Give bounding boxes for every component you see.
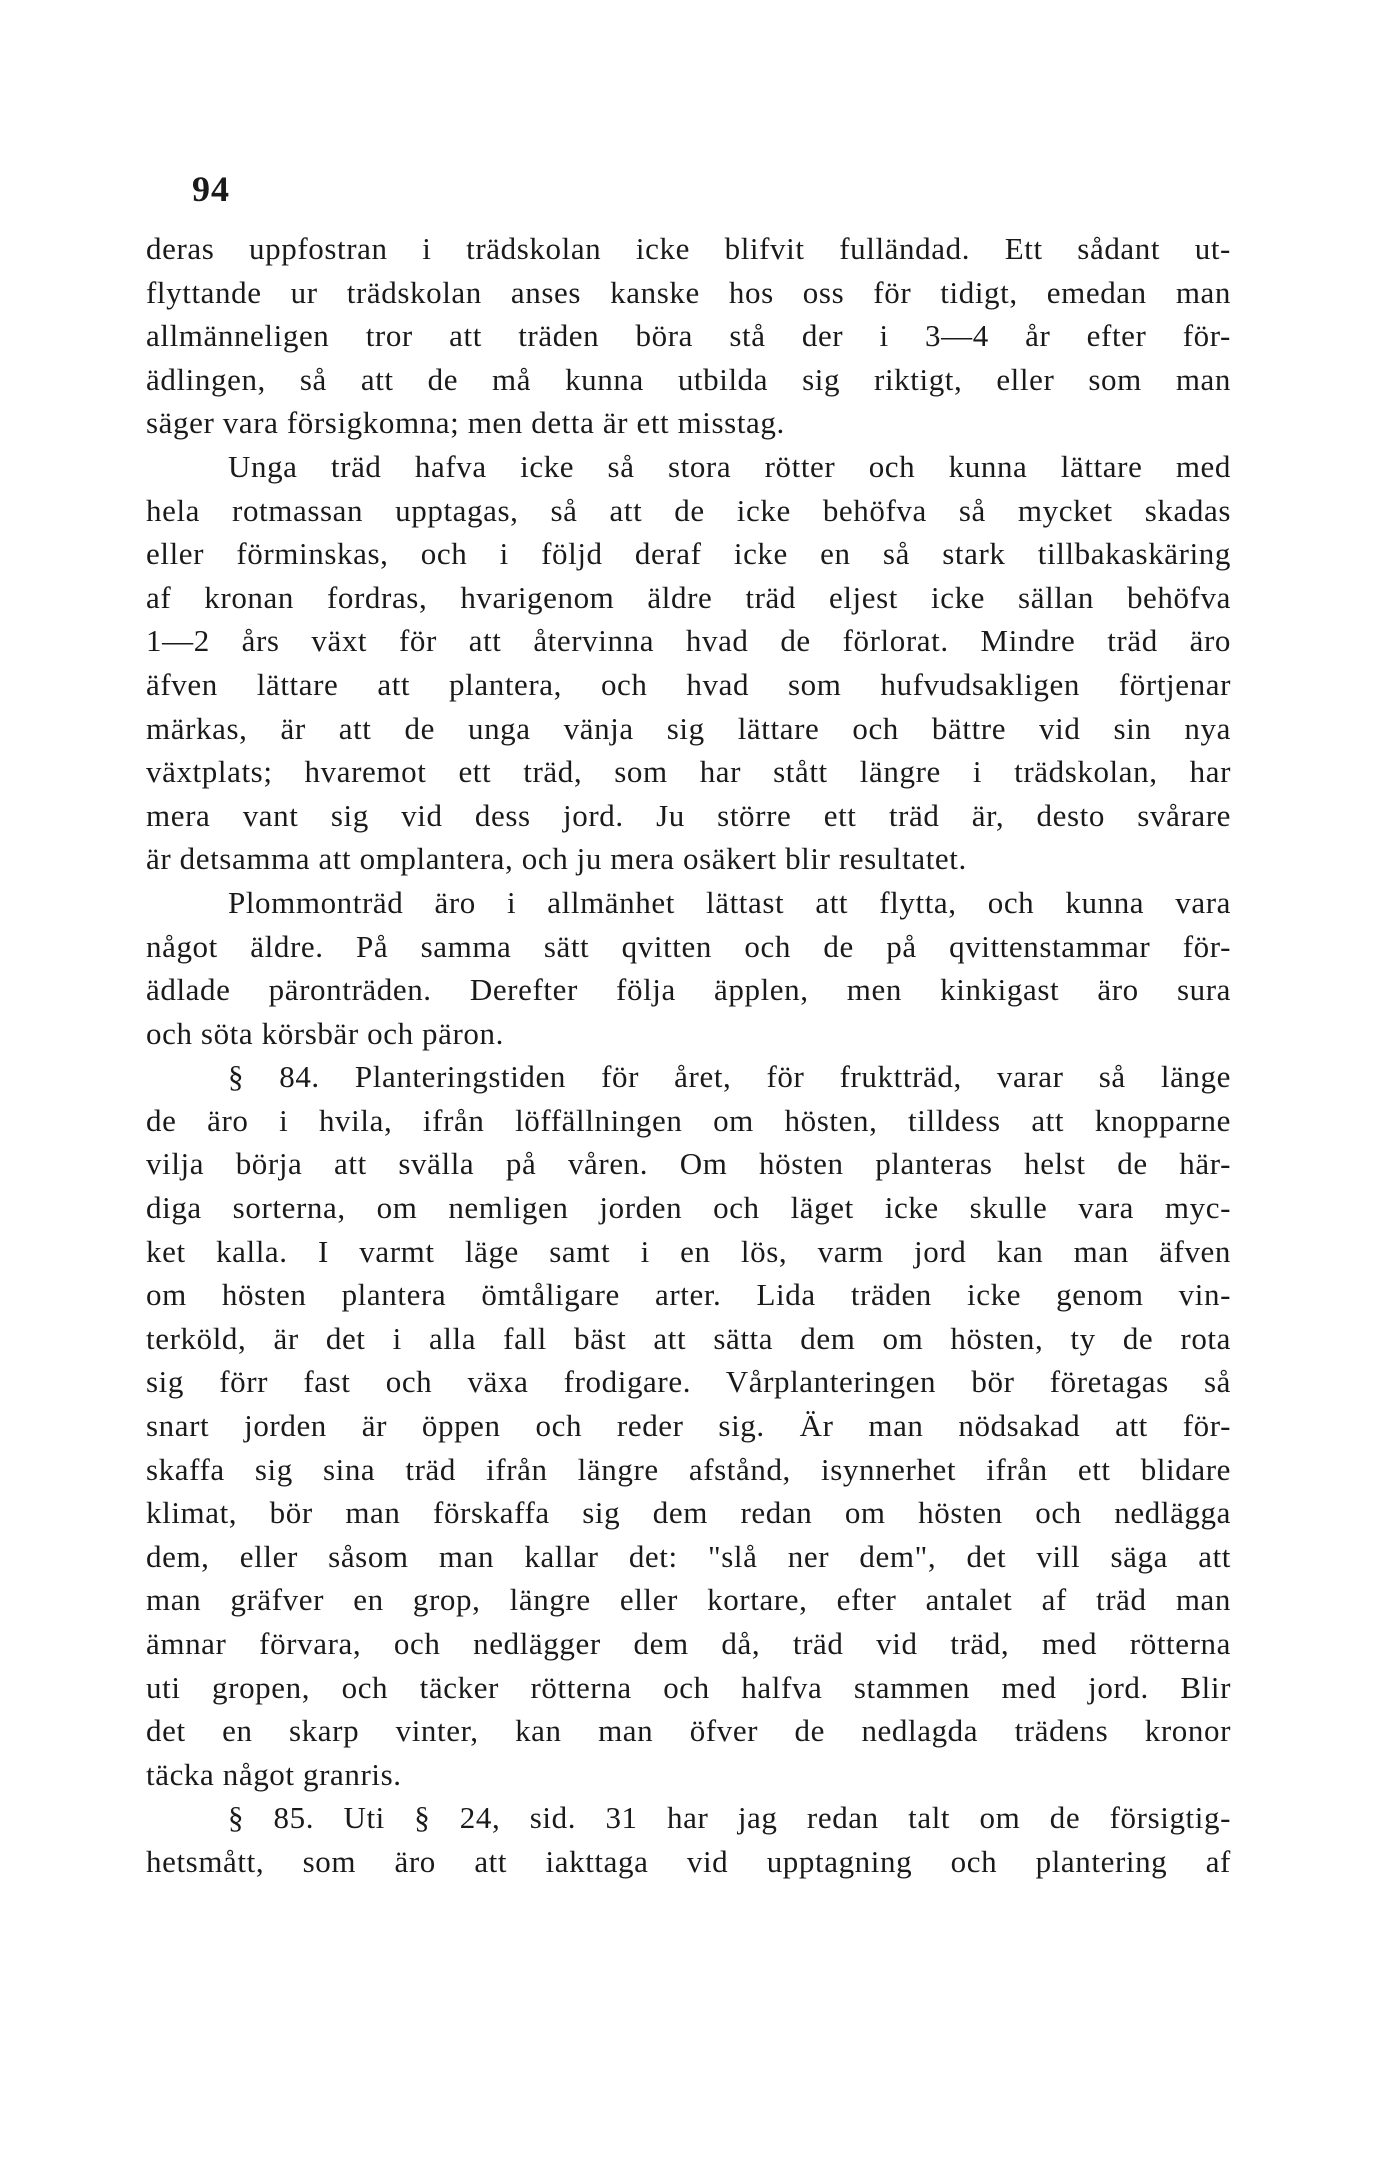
text-line: är detsamma att omplantera, och ju mera osäkert blir resultatet. — [146, 841, 967, 877]
text-line: terköld, är det i alla fall bäst att sätta dem om hösten, ty de rota — [146, 1320, 1231, 1356]
text-line: dem, eller såsom man kallar det: "slå ner dem", det vill säga att — [146, 1538, 1231, 1574]
text-line: Plommonträd äro i allmänhet lättast att flytta, och kunna vara — [228, 884, 1231, 920]
text-line: täcka något granris. — [146, 1756, 402, 1792]
text-line: äfven lättare att plantera, och hvad som hufvudsakligen förtjenar — [146, 666, 1231, 702]
text-line: deras uppfostran i trädskolan icke blifvit fulländad. Ett sådant ut- — [146, 231, 1231, 266]
text-line: hetsmått, som äro att iakttaga vid upptagning och plantering af — [146, 1843, 1231, 1879]
text-line: skaffa sig sina träd ifrån längre afstånd, isynnerhet ifrån ett blidare — [146, 1451, 1231, 1487]
text-line: 1—2 års växt för att återvinna hvad de förlorat. Mindre träd äro — [146, 623, 1231, 659]
text-line: vilja börja att svälla på våren. Om hösten planteras helst de här- — [146, 1146, 1231, 1182]
text-line: ämnar förvara, och nedlägger dem då, träd vid träd, med rötterna — [146, 1626, 1231, 1661]
text-line: § 85. Uti § 24, sid. 31 har jag redan talt om de försigtig- — [228, 1800, 1231, 1836]
text-line: hela rotmassan upptagas, så att de icke behöfva så mycket skadas — [146, 492, 1231, 528]
text-line: sig förr fast och växa frodigare. Vårplanteringen bör företagas så — [146, 1364, 1231, 1400]
text-line: märkas, är att de unga vänja sig lättare och bättre vid sin nya — [146, 710, 1231, 746]
text-line: flyttande ur trädskolan anses kanske hos oss för tidigt, emedan man — [146, 274, 1231, 310]
text-line: § 84. Planteringstiden för året, för fruktträd, varar så länge — [228, 1059, 1231, 1095]
text-line: växtplats; hvaremot ett träd, som har stått längre i trädskolan, har — [146, 754, 1231, 790]
body-text — [146, 227, 1231, 1884]
text-line: om hösten plantera ömtåligare arter. Lida träden icke genom vin- — [146, 1277, 1231, 1313]
text-line: något äldre. På samma sätt qvitten och de på qvittenstammar för- — [146, 928, 1231, 964]
text-line: ädlingen, så att de må kunna utbilda sig riktigt, eller som man — [146, 361, 1231, 397]
text-line: det en skarp vinter, kan man öfver de nedlagda trädens kronor — [146, 1713, 1231, 1749]
text-line: uti gropen, och täcker rötterna och halfva stammen med jord. Blir — [146, 1669, 1231, 1705]
text-line: ket kalla. I varmt läge samt i en lös, varm jord kan man äfven — [146, 1233, 1231, 1269]
text-line: de äro i hvila, ifrån löffällningen om hösten, tilldess att knopparne — [146, 1102, 1231, 1138]
text-line: snart jorden är öppen och reder sig. Är man nödsakad att för- — [146, 1408, 1231, 1444]
text-line: ädlade päronträden. Derefter följa äpplen, men kinkigast äro sura — [146, 972, 1231, 1008]
text-line: Unga träd hafva icke så stora rötter och kunna lättare med — [228, 448, 1231, 484]
text-line: mera vant sig vid dess jord. Ju större ett träd är, desto svårare — [146, 797, 1231, 833]
text-line: af kronan fordras, hvarigenom äldre träd eljest icke sällan behöfva — [146, 579, 1231, 615]
page-number: 94 — [192, 169, 230, 209]
text-line: man gräfver en grop, längre eller kortare, efter antalet af träd man — [146, 1582, 1231, 1618]
text-line: diga sorterna, om nemligen jorden och läget icke skulle vara myc- — [146, 1190, 1231, 1226]
text-line: klimat, bör man förskaffa sig dem redan om hösten och nedlägga — [146, 1495, 1231, 1531]
text-line: eller förminskas, och i följd deraf icke en så stark tillbakaskäring — [146, 536, 1231, 572]
text-line: allmänneligen tror att träden böra stå der i 3—4 år efter för- — [146, 318, 1231, 354]
text-line: säger vara försigkomna; men detta är ett misstag. — [146, 405, 785, 441]
text-line: och söta körsbär och päron. — [146, 1015, 504, 1051]
